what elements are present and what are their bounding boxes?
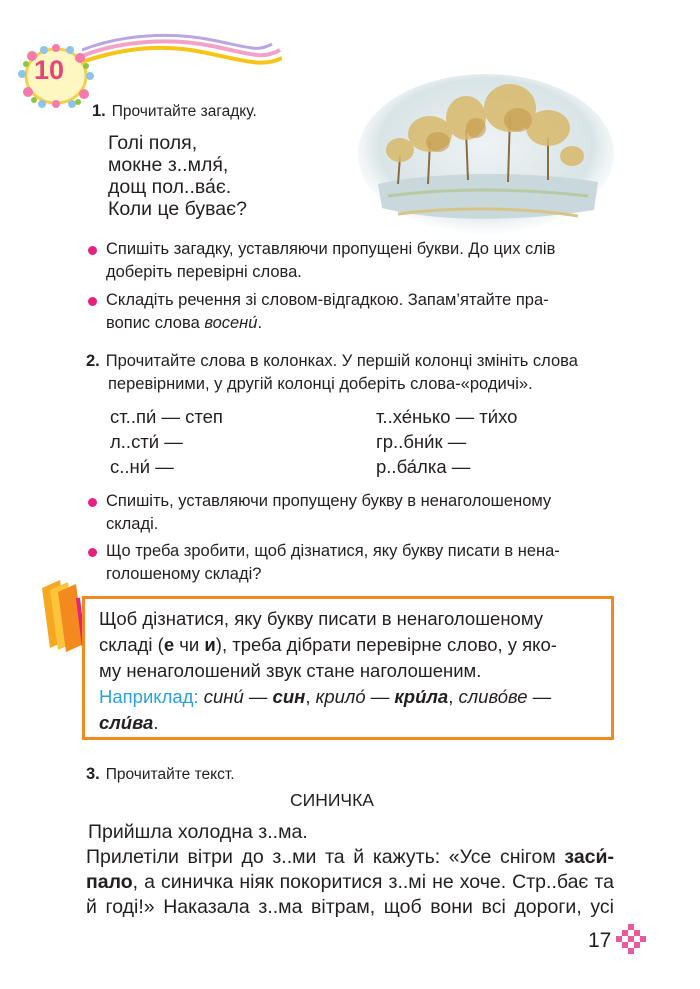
story-line: й годі!» Наказала з..ма вітрам, щоб вони всі дороги, усі: [86, 896, 614, 918]
example-word: сли́ва: [99, 712, 154, 733]
word-item: р..ба́лка —: [376, 456, 471, 477]
riddle-line: Голі поля,: [108, 132, 198, 154]
task1-number: 1.: [92, 102, 106, 120]
rule-line: Щоб дізнатися, яку букву писати в ненаголошеному: [99, 608, 543, 629]
story-text: [86, 820, 614, 920]
bullet-line: складі.: [106, 514, 159, 533]
task3-instruction: Прочитайте текст.: [105, 766, 235, 783]
task2-heading: [86, 350, 578, 395]
word-item: ст..пи́ — степ: [110, 406, 223, 427]
decorative-ribbons: [82, 30, 282, 80]
task3-number: 3.: [86, 765, 100, 783]
story-title: СИНИЧКА: [290, 790, 374, 810]
bullet-line: голошеному складі?: [106, 564, 262, 583]
bullet-end: .: [257, 313, 263, 332]
bullet-line: доберіть перевірні слова.: [106, 262, 302, 281]
task2-instruction-line: перевірними, у другій колонці доберіть слова-«родичі».: [108, 374, 533, 393]
task1-bullet1: [106, 238, 555, 283]
task1-bullet2: [106, 289, 549, 334]
word-item: т..хе́нько — ти́хо: [376, 406, 518, 427]
emphasis-word: восени́: [204, 313, 258, 332]
lesson-number: 10: [33, 55, 65, 85]
letter-y: и: [204, 634, 216, 655]
word-item: с..ни́ —: [110, 456, 174, 477]
rule-box: Щоб дізнатися, яку букву писати в ненаголошеному складі (е чи и), треба дібрати перевірне слово, у яко- му ненаголошений звук стане наголошеним. Наприклад: сини́ — син, крило́ — кри́ла, сливо́ве — сли́ва.: [82, 596, 614, 740]
bullet-line: Складіть речення зі словом-відгадкою. Запам’ятайте пра-: [106, 291, 549, 309]
riddle-line: дощ пол..ва́є.: [108, 176, 232, 198]
riddle-line: мокне з..мля́,: [108, 154, 229, 176]
bullet-line: Спишіть загадку, уставляючи пропущені букви. До цих слів: [106, 240, 556, 258]
story-line: пало, а синичка ніяк покоритися з..мі не хоче. Стр..бає та: [86, 871, 614, 893]
word-column-1: [110, 404, 223, 479]
task3-heading: [86, 765, 235, 784]
task1-instruction: Прочитайте загадку.: [111, 103, 257, 120]
task2-number: 2.: [86, 352, 100, 370]
riddle: [108, 132, 247, 220]
task2-instruction-line: Прочитайте слова в колонках. У першій колонці змініть слова: [105, 352, 578, 370]
bullet-icon: [88, 498, 97, 507]
story-line: Прилетіли вітри до з..ми та й кажуть: «Усе снігом заси́-: [86, 846, 614, 868]
rule-line: складі (е чи и), треба дібрати перевірне слово, у яко-: [99, 634, 557, 655]
story-line: Прийшла холодна з..ма.: [88, 821, 308, 843]
word-item: гр..бни́к —: [376, 431, 467, 452]
letter-e: е: [163, 634, 175, 655]
riddle-line: Коли це буває?: [108, 198, 247, 220]
task2-bullet2: [106, 540, 560, 585]
bullet-icon: [88, 548, 97, 557]
page-number: 17: [588, 929, 612, 952]
rule-example: Наприклад: сини́ — син, крило́ — кри́ла, сливо́ве —: [99, 686, 552, 707]
bullet-icon: [88, 246, 97, 255]
example-label: Наприклад:: [99, 686, 199, 707]
task2-bullet1: [106, 490, 551, 535]
bullet-icon: [88, 297, 97, 306]
word-item: л..сти́ —: [110, 431, 183, 452]
bullet-line: Спишіть, уставляючи пропущену букву в ненаголошеному: [106, 492, 552, 510]
rule-line: му ненаголошений звук стане наголошеним.: [99, 660, 482, 681]
autumn-landscape-illustration: [358, 72, 614, 234]
embroidery-ornament-icon: [614, 922, 648, 956]
bullet-line: вопис слова: [106, 313, 205, 332]
bullet-line: Що треба зробити, щоб дізнатися, яку букву писати в нена-: [106, 542, 560, 560]
word-column-2: [376, 404, 517, 479]
task1-heading: [92, 102, 257, 121]
